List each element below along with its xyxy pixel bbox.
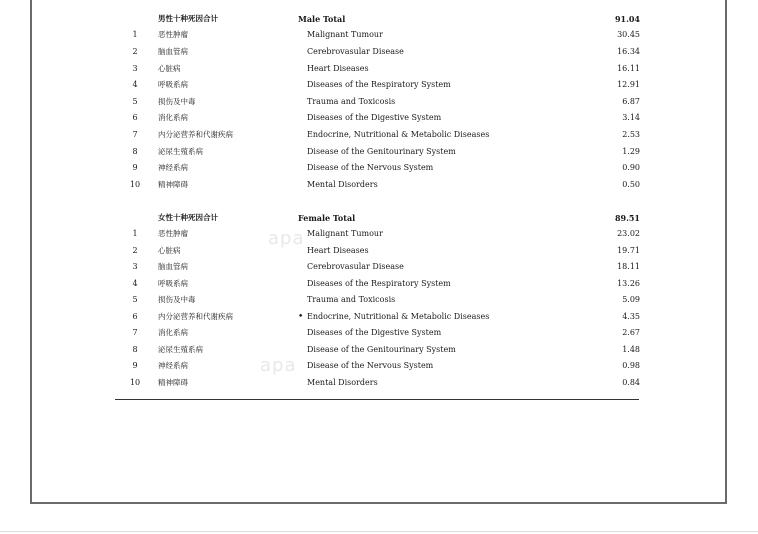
male-total-row — [0, 11, 758, 27]
rank: 7 — [132, 328, 138, 337]
cause-en: Mental Disorders — [307, 180, 378, 189]
cause-cn: 损伤及中毒 — [158, 295, 196, 304]
table-row — [0, 243, 758, 259]
cause-en: Cerebrovasular Disease — [307, 262, 404, 271]
cause-en: Cerebrovasular Disease — [307, 47, 404, 56]
page-divider — [0, 531, 758, 532]
table-row — [0, 342, 758, 358]
rank: 2 — [132, 246, 138, 255]
cause-en: Disease of the Genitourinary System — [307, 345, 456, 354]
table-row — [0, 375, 758, 391]
table-row — [0, 276, 758, 292]
rate-value: 3.14 — [622, 113, 640, 122]
rate-value: 2.67 — [622, 328, 640, 337]
cause-en: Disease of the Nervous System — [307, 361, 434, 370]
table-row — [0, 226, 758, 242]
cause-cn: 呼吸系病 — [158, 279, 188, 288]
table-row — [0, 177, 758, 193]
cause-cn: 精神障碍 — [158, 180, 188, 189]
cause-en: Mental Disorders — [307, 378, 378, 387]
rate-value: 30.45 — [617, 30, 640, 39]
table-row — [0, 325, 758, 341]
table-row — [0, 144, 758, 160]
female-total-row — [0, 210, 758, 226]
cause-cn: 神经系病 — [158, 163, 188, 172]
cause-cn: 脑血管病 — [158, 262, 188, 271]
rate-value: 19.71 — [617, 246, 640, 255]
table-row — [0, 292, 758, 308]
cause-cn: 消化系病 — [158, 113, 188, 122]
rate-value: 0.84 — [622, 378, 640, 387]
rank: 1 — [132, 30, 138, 39]
rank: 9 — [132, 163, 138, 172]
cause-en: Diseases of the Respiratory System — [307, 80, 451, 89]
rate-value: 0.50 — [622, 180, 640, 189]
cause-en: Disease of the Nervous System — [307, 163, 434, 172]
cause-cn: 消化系病 — [158, 328, 188, 337]
cause-cn: 损伤及中毒 — [158, 97, 196, 106]
rate-value: 16.34 — [617, 47, 640, 56]
rank: 1 — [132, 229, 138, 238]
rank: 6 — [132, 312, 138, 321]
cause-en: Malignant Tumour — [307, 229, 383, 238]
rate-value: 16.11 — [617, 64, 640, 73]
rank: 4 — [132, 279, 138, 288]
table-row — [0, 44, 758, 60]
cause-cn: 内分泌营养和代谢疾病 — [158, 130, 233, 139]
table-row — [0, 110, 758, 126]
table-row — [0, 77, 758, 93]
rank: 9 — [132, 361, 138, 370]
rate-value: 2.53 — [622, 130, 640, 139]
rate-value: 4.35 — [622, 312, 640, 321]
cause-cn: 神经系病 — [158, 361, 188, 370]
table-row — [0, 127, 758, 143]
cause-en: Disease of the Genitourinary System — [307, 147, 456, 156]
cause-cn: 恶性肿瘤 — [158, 229, 188, 238]
table-row — [0, 259, 758, 275]
table-row — [0, 358, 758, 374]
female-total-value: 89.51 — [614, 213, 640, 223]
rank: 8 — [132, 345, 138, 354]
rate-value: 0.98 — [622, 361, 640, 370]
rank: 5 — [132, 295, 138, 304]
rank: 5 — [132, 97, 138, 106]
cause-cn: 精神障碍 — [158, 378, 188, 387]
rate-value: 23.02 — [617, 229, 640, 238]
rank: 10 — [129, 180, 141, 189]
cause-cn: 泌尿生殖系病 — [158, 345, 203, 354]
rate-value: 13.26 — [617, 279, 640, 288]
cause-en: Heart Diseases — [307, 246, 369, 255]
female-total-en: Female Total — [298, 213, 356, 223]
rank: 8 — [132, 147, 138, 156]
rank: 4 — [132, 80, 138, 89]
rank: 2 — [132, 47, 138, 56]
rank: 7 — [132, 130, 138, 139]
rate-value: 1.29 — [622, 147, 640, 156]
table-row — [0, 160, 758, 176]
rank: 10 — [129, 378, 141, 387]
rate-value: 1.48 — [622, 345, 640, 354]
cause-cn: 呼吸系病 — [158, 80, 188, 89]
table-row — [0, 309, 758, 325]
rate-value: 0.90 — [622, 163, 640, 172]
watermark: apa — [268, 228, 305, 249]
rate-value: 18.11 — [617, 262, 640, 271]
male-total-en: Male Total — [298, 14, 346, 24]
cause-en: Diseases of the Digestive System — [307, 113, 442, 122]
cause-cn: 泌尿生殖系病 — [158, 147, 203, 156]
cause-en: Endocrine, Nutritional & Metabolic Diseases — [307, 312, 490, 321]
rank: 3 — [132, 64, 138, 73]
cause-en: Trauma and Toxicosis — [307, 295, 396, 304]
table-bottom-rule — [115, 399, 639, 400]
cause-en: Diseases of the Respiratory System — [307, 279, 451, 288]
male-total-value: 91.04 — [614, 14, 640, 24]
cause-cn: 内分泌营养和代谢疾病 — [158, 312, 233, 321]
cause-cn: 心脏病 — [158, 64, 181, 73]
cause-en: Endocrine, Nutritional & Metabolic Diseases — [307, 130, 490, 139]
table-row — [0, 61, 758, 77]
rate-value: 6.87 — [622, 97, 640, 106]
bullet-mark: • — [298, 312, 304, 322]
table-row — [0, 27, 758, 43]
rank: 6 — [132, 113, 138, 122]
female-total-cn: 女性十种死因合计 — [158, 213, 218, 222]
rank: 3 — [132, 262, 138, 271]
cause-en: Trauma and Toxicosis — [307, 97, 396, 106]
rate-value: 12.91 — [617, 80, 640, 89]
cause-cn: 恶性肿瘤 — [158, 30, 188, 39]
cause-cn: 心脏病 — [158, 246, 181, 255]
cause-en: Malignant Tumour — [307, 30, 383, 39]
cause-en: Diseases of the Digestive System — [307, 328, 442, 337]
watermark: apa — [260, 355, 297, 376]
cause-en: Heart Diseases — [307, 64, 369, 73]
cause-cn: 脑血管病 — [158, 47, 188, 56]
table-row — [0, 94, 758, 110]
male-total-cn: 男性十种死因合计 — [158, 14, 218, 23]
rate-value: 5.09 — [622, 295, 640, 304]
